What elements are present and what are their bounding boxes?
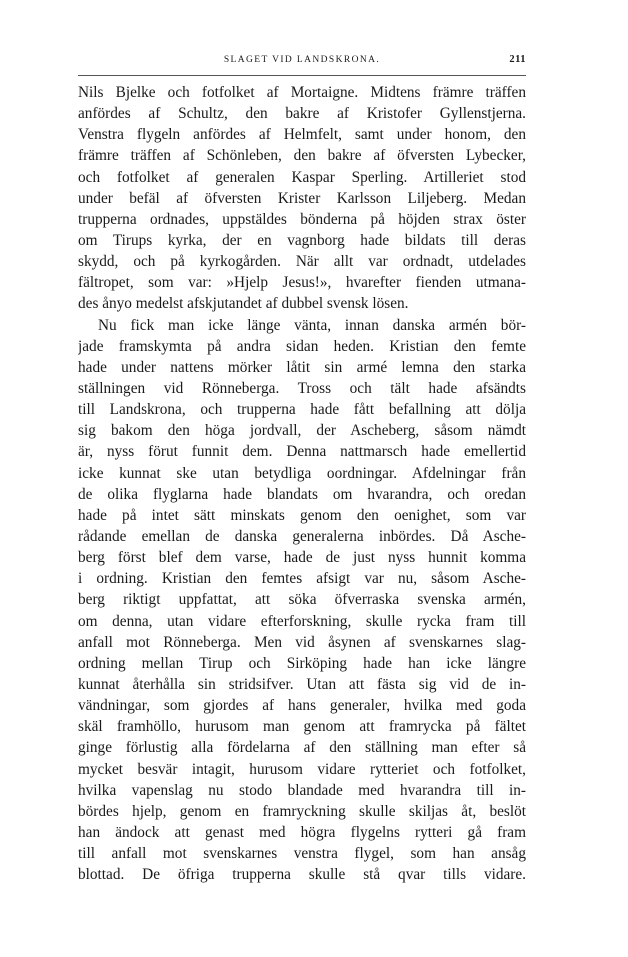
text-line: anfördes af Schultz, den bakre af Kristofer Gyllenstjerna. — [78, 105, 526, 123]
text-line: och fotfolket af generalen Kaspar Sperling. Artilleriet stod — [78, 168, 526, 186]
text-line: skäl framhöllo, hurusom man genom att framrycka på fältet — [78, 718, 526, 736]
text-line: hade på intet sätt minskats genom den oenighet, som var — [78, 506, 526, 524]
text-line: Nu fick man icke länge vänta, innan danska armén bör- — [98, 316, 526, 334]
text-line: ordning mellan Tirup och Sirköping hade han icke längre — [78, 654, 526, 672]
text-line: Nils Bjelke och fotfolket af Mortaigne. Midtens främre träffen — [78, 84, 526, 101]
text-line: under befäl af öfversten Krister Karlsson Liljeberg. Medan — [78, 189, 526, 207]
text-line: rådande emellan de danska generalerna inbördes. Då Asche- — [78, 527, 526, 545]
text-line: ginge förlustig alla fördelarna af den ställning man efter så — [78, 739, 526, 757]
text-line: bördes hjelp, genom en framryckning skulle skiljas åt, beslöt — [78, 802, 526, 820]
page-header — [78, 50, 526, 70]
text-line: till anfall mot svenskarnes venstra flygel, som han ansåg — [78, 845, 526, 863]
text-line: om Tirups kyrka, der en vagnborg hade bildats till deras — [78, 231, 526, 249]
text-line: mycket besvär intagit, hurusom vidare rytteriet och fotfolket, — [78, 760, 526, 778]
text-line: i ordning. Kristian den femtes afsigt var nu, såsom Asche- — [78, 570, 526, 588]
text-line: icke kunnat ske utan betydliga oordningar. Afdelningar från — [78, 464, 526, 482]
text-line: jade framskymta på andra sidan heden. Kristian den femte — [78, 337, 526, 355]
text-line: berg först blef dem varse, hade de just nyss hunnit komma — [78, 549, 526, 567]
text-line: främre träffen af Schönleben, den bakre af öfversten Lybecker, — [78, 147, 526, 165]
text-line: till Landskrona, och trupperna hade fått befallning att dölja — [78, 401, 526, 419]
text-line: sig bakom den höga jordvall, der Ascheberg, såsom nämdt — [78, 422, 526, 440]
text-line: kunnat återhålla sin stridsifver. Utan att fästa sig vid de in- — [78, 675, 526, 693]
text-line: om denna, utan vidare efterforskning, skulle rycka fram till — [78, 612, 526, 630]
text-line: anfall mot Rönneberga. Men vid åsynen af svenskarnes slag- — [78, 633, 526, 651]
text-line: han ändock att genast med högra flygelns rytteri gå fram — [78, 823, 526, 841]
running-title: SLAGET VID LANDSKRONA. — [223, 55, 381, 65]
text-line: blottad. De öfriga trupperna skulle stå qvar tills vidare. — [78, 866, 526, 884]
page-number: 211 — [509, 54, 526, 65]
text-line: hvilka vapenslag nu stodo blandade med hvarandra till in- — [78, 781, 526, 799]
body-text — [78, 82, 526, 885]
text-line: är, nyss förut funnit dem. Denna nattmarsch hade emellertid — [78, 443, 526, 461]
text-line: ställningen vid Rönneberga. Tross och tält hade afsändts — [78, 379, 526, 397]
text-line: vändningar, som gjordes af hans generaler, hvilka med goda — [78, 697, 526, 715]
text-line: trupperna ordnades, uppstäldes bönderna på höjden strax öster — [78, 210, 526, 228]
header-rule — [78, 75, 526, 76]
text-line: hade under nattens mörker låtit sin armé lemna den starka — [78, 358, 526, 376]
text-line: de olika flyglarna hade blandats om hvarandra, och oredan — [78, 485, 526, 503]
text-line: fältropet, som var: »Hjelp Jesus!», hvarefter fienden utmana- — [78, 274, 526, 292]
text-line: berg riktigt uppfattat, att söka öfverraska svenska armén, — [78, 591, 526, 609]
text-line: des ånyo medelst afskjutandet af dubbel svensk lösen. — [78, 295, 409, 313]
text-line: skydd, och på kyrkogården. När allt var ordnadt, utdelades — [78, 253, 526, 271]
text-line: Venstra flygeln anfördes af Helmfelt, samt under honom, den — [78, 126, 526, 144]
